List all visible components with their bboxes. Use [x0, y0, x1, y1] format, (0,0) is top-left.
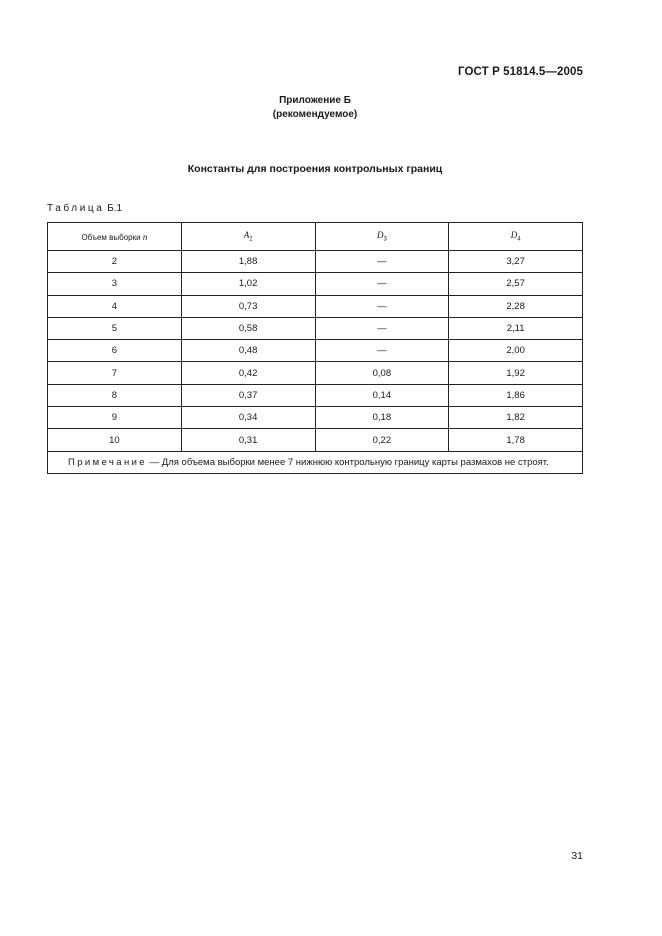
column-header: [48, 223, 182, 251]
table-cell: 4: [48, 295, 182, 317]
column-header: [449, 223, 583, 251]
table-cell: 0,58: [181, 317, 315, 339]
column-header-text: Объем выборки: [81, 232, 143, 242]
table-cell: 10: [48, 429, 182, 451]
table-row: [48, 317, 583, 339]
column-header-subscript: 4: [517, 236, 521, 243]
table-cell: 2,11: [449, 317, 583, 339]
table-body: [48, 251, 583, 452]
section-title: Константы для построения контрольных границ: [187, 163, 443, 175]
table-cell: 7: [48, 362, 182, 384]
note-label: Примечание: [68, 456, 147, 468]
column-header-subscript: 3: [383, 236, 387, 243]
table-cell: —: [315, 295, 449, 317]
table-cell: 1,88: [181, 251, 315, 273]
table-cell: 8: [48, 384, 182, 406]
table-cell: —: [315, 251, 449, 273]
table-row: [48, 273, 583, 295]
table-cell: 1,78: [449, 429, 583, 451]
table-caption-number: Б.1: [107, 203, 123, 214]
appendix-title: Приложение Б: [279, 95, 351, 106]
table-header: [48, 223, 583, 251]
table-cell: 0,34: [181, 407, 315, 429]
table-cell: 0,48: [181, 340, 315, 362]
table-cell: 2,00: [449, 340, 583, 362]
page-number: 31: [571, 850, 583, 862]
table-cell: 3,27: [449, 251, 583, 273]
table-caption-word: Таблица: [47, 203, 105, 214]
table-cell: 3: [48, 273, 182, 295]
table-cell: 0,22: [315, 429, 449, 451]
appendix-status: (рекомендуемое): [272, 109, 358, 120]
table-cell: 0,31: [181, 429, 315, 451]
table-row: [48, 407, 583, 429]
table-header-row: [48, 223, 583, 251]
appendix-heading: [0, 94, 630, 122]
column-header-variable: D: [510, 230, 518, 241]
table-cell: 0,18: [315, 407, 449, 429]
table-cell: 9: [48, 407, 182, 429]
table-cell: —: [315, 273, 449, 295]
table-note: [48, 451, 583, 473]
column-header: [315, 223, 449, 251]
table-cell: 0,42: [181, 362, 315, 384]
constants-table: [47, 222, 583, 474]
table-note-row: [48, 451, 583, 473]
table-cell: 0,08: [315, 362, 449, 384]
table-cell: 1,92: [449, 362, 583, 384]
table-row: [48, 384, 583, 406]
table-cell: 5: [48, 317, 182, 339]
table-cell: 2,57: [449, 273, 583, 295]
column-header-variable: n: [142, 231, 148, 242]
table-cell: 2: [48, 251, 182, 273]
table-row: [48, 340, 583, 362]
table-cell: 0,73: [181, 295, 315, 317]
table-cell: —: [315, 340, 449, 362]
table-cell: —: [315, 317, 449, 339]
table-cell: 2,28: [449, 295, 583, 317]
table-cell: 6: [48, 340, 182, 362]
table-caption: [47, 203, 122, 214]
table-cell: 0,14: [315, 384, 449, 406]
column-header-variable: A: [243, 230, 250, 241]
standard-code: ГОСТ Р 51814.5—2005: [458, 66, 583, 78]
table-row: [48, 362, 583, 384]
note-text: — Для объема выборки менее 7 нижнюю контрольную границу карты размахов не строят.: [147, 456, 549, 468]
column-header-variable: D: [376, 230, 384, 241]
table-row: [48, 251, 583, 273]
column-header-subscript: 2: [249, 236, 253, 243]
table-cell: 0,37: [181, 384, 315, 406]
table-cell: 1,02: [181, 273, 315, 295]
column-header: [181, 223, 315, 251]
table-row: [48, 429, 583, 451]
table-cell: 1,86: [449, 384, 583, 406]
table-cell: 1,82: [449, 407, 583, 429]
table-row: [48, 295, 583, 317]
